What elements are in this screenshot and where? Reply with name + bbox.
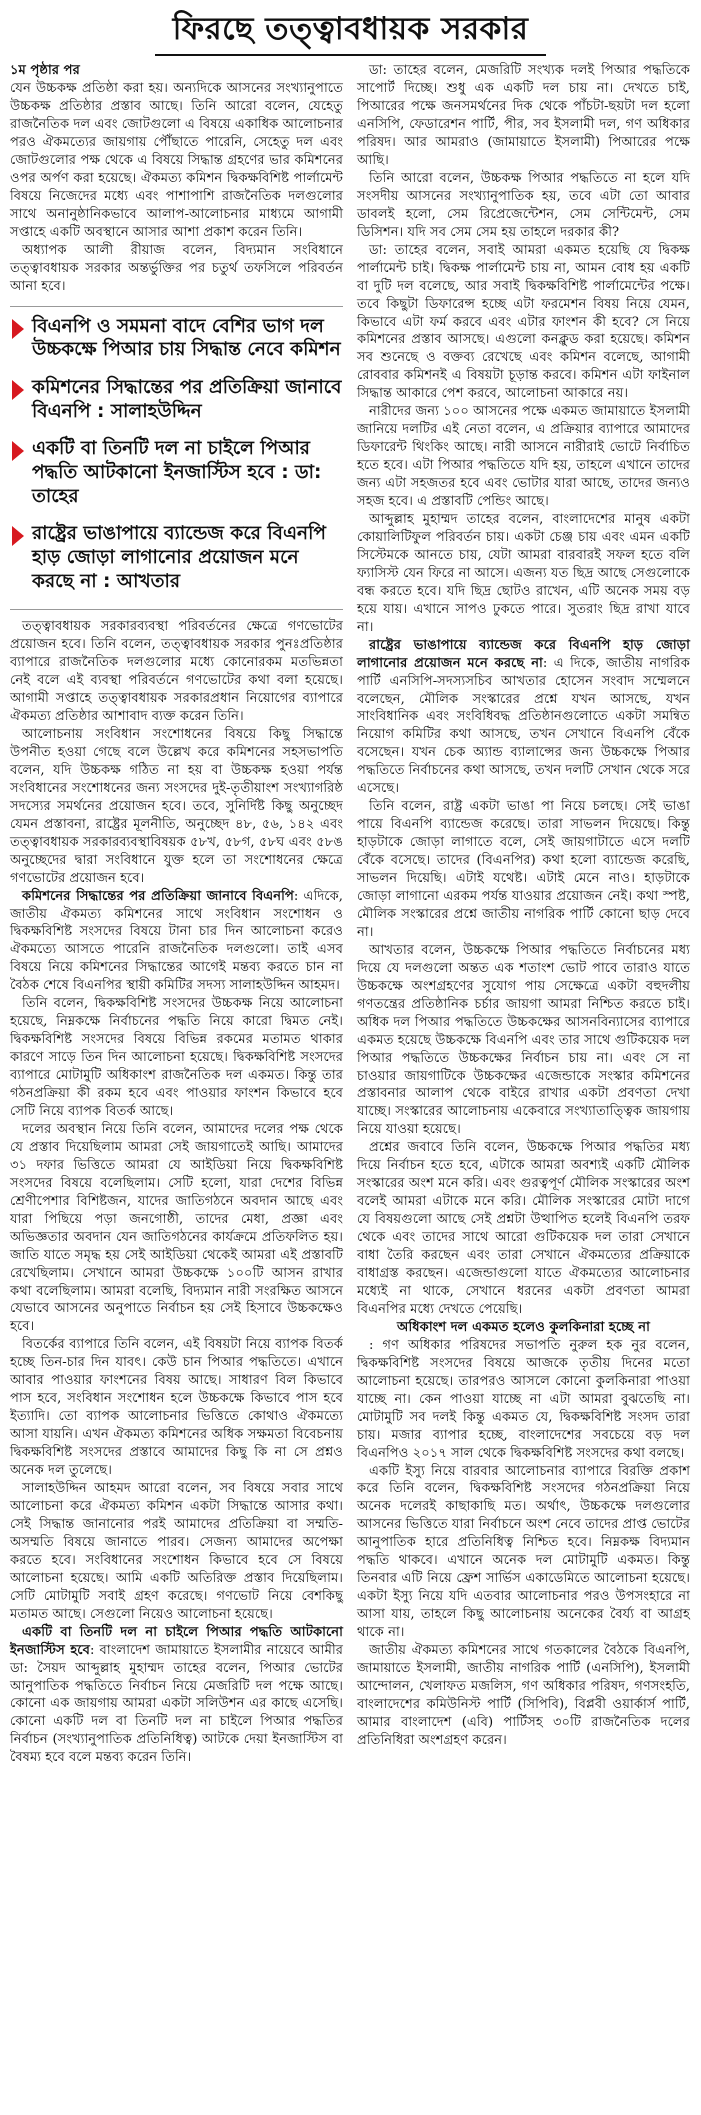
highlight-item <box>10 376 343 423</box>
body-paragraph: বিতর্কের ব্যাপারে তিনি বলেন, এই বিষয়টা নিয়ে ব্যাপক বিতর্ক হচ্ছে তিন-চার দিন যাবৎ। কেউ চান পিআর পদ্ধতিতে। এখানে আবার পাওয়ার ফাংশনের বিষয় আছে। সাধারণ বিল কিভাবে পাস হবে, সংবিধান সংশোধন হলে উচ্চকক্ষে কিভাবে পাস হবে ইত্যাদি। তো ব্যাপক আলোচনার ভিত্তিতে কোথাও ঐকমত্যে আসা যায়নি। এখন ঐকমত্য কমিশনের অধিক সক্ষমতা বিবেচনায় দ্বিকক্ষবিশিষ্ট সংসদের প্রস্তাবে আমাদের কিছু কি না সে প্রশ্নও অনেক দল তুলেছে। <box>10 1337 343 1479</box>
subhead: একটি বা তিনটি দল না চাইলে পিআর পদ্ধতি আটকানো ইনজাস্টিস হবে <box>10 1624 343 1658</box>
body-paragraph: নারীদের জন্য ১০০ আসনের পক্ষে একমত জামায়াতে ইসলামী জানিয়ে দলটির এই নেতা বলেন, এ প্রক্রিয়ার ব্যাপারে আমাদের ডিফারেন্ট থিংকিং আছে। নারী আসনে নারীরাই ভোটে নির্বাচিত হতে হবে। এটা পিআর পদ্ধতিতে যদি হয়, তাহলে এখানে তাদের জন্য এটা সহজতর হবে এবং ভোটার যারা আছে, তাদের জন্যও সহজ হবে। এ প্রস্তাবটি পেন্ডিং আছে। <box>357 404 690 510</box>
body-paragraph: : গণ অধিকার পরিষদের সভাপতি নুরুল হক নুর বলেন, দ্বিকক্ষবিশিষ্ট সংসদের বিষয়ে আজকে তৃতীয় দিনের মতো আলোচনা হয়েছে। তারপরও আসলে কোনো কুলকিনারা পাওয়া যাচ্ছে না। কেন পাওয়া যাচ্ছে না এটা আমরা বুঝতেছি না। মোটামুটি সব দলই কিন্তু একমত যে, দ্বিকক্ষবিশিষ্ট সংসদ তারা চায়। মজার ব্যাপার হচ্ছে, বাংলাদেশের সবচেয়ে বড় দল বিএনপিও ২০১৭ সাল থেকে দ্বিকক্ষবিশিষ্ট সংসদের কথা বলছে। <box>357 1337 690 1461</box>
body-paragraph: প্রশ্নের জবাবে তিনি বলেন, উচ্চকক্ষে পিআর পদ্ধতির মধ্য দিয়ে নির্বাচন হতে হবে, এটাকে আমরা অবশ্যই একটি মৌলিক সংস্কারের অংশ মনে করি। এবং গুরত্বপূর্ণ মৌলিক সংস্কারের অংশ বলেই আমরা এটাকে মনে করি। মৌলিক সংস্কারের মোটা দাগে যে বিষয়গুলো আছে সেই প্রশ্নটা উত্থাপিত হলেই বিএনপি তরফ থেকে এবং তাদের সাথে আরো গুটিকয়েক দল তারা সেখানে বাধা তৈরি করছেন এবং তারা সেখানে ঐকমত্যের প্রক্রিয়াকে বাধাগ্রস্ত করছেন। এজেন্ডাগুলো যাতে ঐকমত্যের আলোচনার মধ্যেই না থাকে, সেখানে ধরনের একটা প্রবণতা আমরা বিএনপির মধ্যে দেখতে পেয়েছি। <box>357 1140 690 1317</box>
highlights-box <box>10 306 343 611</box>
body-paragraph: আলোচনায় সংবিধান সংশোধনের বিষয়ে কিছু সিদ্ধান্তে উপনীত হওয়া গেছে বলে উল্লেখ করে কমিশনের সহসভাপতি বলেন, যদি উচ্চকক্ষ গঠিত না হয় বা উচ্চকক্ষ হওয়া পর্যন্ত সংবিধানের সংশোধনের জন্য সংসদের দুই-তৃতীয়াংশ সংখ্যাগরিষ্ঠ সদস্যের সমর্থনের প্রয়োজন হবে। তবে, সুনির্দিষ্ট কিছু অনুচ্ছেদ যেমন প্রস্তাবনা, রাষ্ট্রের মূলনীতি, অনুচ্ছেদ ৪৮, ৫৬, ১৪২ এবং তত্ত্বাবধায়ক সরকারব্যবস্থাবিষয়ক ৫৮খ, ৫৮গ, ৫৮ঘ এবং ৫৮ঙ অনুচ্ছেদের দ্বারা সংবিধানে যুক্ত হলে তা সংশোধনের ক্ষেত্রে গণভোটের প্রয়োজন হবে। <box>10 726 343 886</box>
highlight-text: রাষ্ট্রের ভাঙাপায়ে ব্যান্ডেজ করে বিএনপি হাড় জোড়া লাগানোর প্রয়োজন মনে করছে না : আখতার <box>32 523 326 592</box>
right-column <box>357 62 690 1767</box>
body-paragraph: ডা: তাহের বলেন, সবাই আমরা একমত হয়েছি যে দ্বিকক্ষ পার্লামেন্ট চাই। দ্বিকক্ষ পার্লামেন্ট চায় না, আমন বোধ হয় একটি বা দুটি দল বলেছে, আর সবাই দ্বিকক্ষবিশিষ্ট পার্লামেন্টের পক্ষে। তবে কিছুটা ডিফারেন্স হচ্ছে এটা ফরমেশন বিষয় নিয়ে যেমন, কিভাবে এটা ফর্ম করবে এবং এটার ফাংশন কী হবে? সে নিয়ে কমিশনের প্রস্তাব আসছে। এগুলো কনক্লুড করা হয়েছে। কমিশন সব শুনেছে ও বক্তব্য রেখেছে এবং কমিশন বলেছে, আগামী রোববার কমিশনই এ বিষয়টা চূড়ান্ত করবে। কমিশন এটা ফাইনাল সিদ্ধান্ত আকারে পেশ করবে, আলোচনা আকারে নয়। <box>357 242 690 402</box>
subhead-text: : এদিকে, জাতীয় ঐকমত্য কমিশনের সাথে সংবিধান সংশোধন ও দ্বিকক্ষবিশিষ্ট সংসদের বিষয়ে টানা চার দিন আলোচনা করেও ঐকমত্যে আসতে পারেনি রাজনৈতিক দলগুলো। তাই এসব বিষয়ে নিয়ে কমিশনের সিদ্ধান্তের আগেই মন্তব্য করতে চান না বৈঠক শেষে বিএনপির স্থায়ী কমিটির সদস্য সালাহউদ্দিন আহমদ। <box>10 888 344 994</box>
subhead-text: : এ দিকে, জাতীয় নাগরিক পার্টি এনসিপি-সদস্যসচিব আখতার হোসেন সংবাদ সম্মেলনে বলেছেন, মৌলিক সংস্কারের প্রশ্নে যখন আসছে, যখন সাংবিধানিক এবং সংবিধিবদ্ধ প্রতিষ্ঠানগুলোতে একটা সমন্বিত নিয়োগ কমিটির কথা আসছে, তখন সেখানে বিএনপি বেঁকে বসেছেন। যখন চেক অ্যান্ড ব্যালান্সের জন্য উচ্চকক্ষে পিআর পদ্ধতিতে নির্বাচনের কথা আসছে, তখন দলটি সেখান থেকে সরে এসেছে। <box>357 655 690 797</box>
body-paragraph: সালাহউদ্দিন আহমদ আরো বলেন, সব বিষয়ে সবার সাথে আলোচনা করে ঐকমত্য কমিশন একটা সিদ্ধান্তে আসার কথা। সেই সিদ্ধান্ত জানানোর পরই আমাদের প্রতিক্রিয়া বা সম্মতি-অসম্মতি বিষয়ে জানাতে পারব। সেজন্য আমাদের অপেক্ষা করতে হবে। সংবিধানের সংশোধন কিভাবে হবে সে বিষয়ে আলোচনা হয়েছে। আমি একটি অতিরিক্ত প্রস্তাব দিয়েছিলাম। সেটি মোটামুটি সবাই গ্রহণ করেছে। গণভোট নিয়ে বেশকিছু মতামত আছে। সেগুলো নিয়েও আলোচনা হয়েছে। <box>10 1481 343 1622</box>
subhead-paragraph <box>10 888 343 996</box>
body-paragraph: দলের অবস্থান নিয়ে তিনি বলেন, আমাদের দলের পক্ষ থেকে যে প্রস্তাব দিয়েছিলাম আমরা সেই জায়গাতেই আছি। আমাদের ৩১ দফার ভিত্তিতে আমরা যে আইডিয়া নিয়ে দ্বিকক্ষবিশিষ্ট সংসদের বিষয়ে বলেছিলাম। সেটি হলো, যারা দেশের বিভিন্ন শ্রেণীপেশার বিশিষ্টজন, যাদের জাতিগঠনে অবদান আছে এবং যারা পিছিয়ে পড়া জনগোষ্ঠী, তাদের মেধা, প্রজ্ঞা এবং অভিজ্ঞতার অবদান যেন জাতিগঠনের কার্যক্রমে প্রতিফলিত হয়। জাতি যাতে সমৃদ্ধ হয় সেই আইডিয়া থেকেই আমরা এই প্রস্তাবটি রেখেছিলাম। সেখানে আমরা উচ্চকক্ষে ১০০টি আসন রাখার কথা বলেছিলাম। আমরা বলেছি, বিদ্যমান নারী সংরক্ষিত আসনে যেভাবে আসনের অনুপাতে নির্বাচন হয় সেই হিসাবে উচ্চকক্ষেও হবে। <box>10 1121 343 1335</box>
body-paragraph: একটি ইস্যু নিয়ে বারবার আলোচনার ব্যাপারে বিরক্তি প্রকাশ করে তিনি বলেন, দ্বিকক্ষবিশিষ্ট সংসদের গঠনপ্রক্রিয়া নিয়ে অনেক দলেরই কাছাকাছি মত। অর্থাৎ, উচ্চকক্ষে দলগুলোর আসনের ভিত্তিতে যারা নির্বাচনে অংশ নেবে তাদের প্রাপ্ত ভোটের আনুপাতিক হারে প্রতিনিধিত্ব নিশ্চিত হবে। নিম্নকক্ষ বিদ্যমান পদ্ধতি থাকবে। এখানে অনেক দল মোটামুটি একমত। কিন্তু তিনবার এটি নিয়ে ফ্রেশ সার্ভিস একাডেমিতে আলোচনা হয়েছে। একটা ইস্যু নিয়ে যদি এতবার আলোচনার পরও উপসংহারে না আসা যায়, তাহলে কিছু আলোচনায় অনেকের বৈর্য্য বা আগ্রহ থাকে না। <box>357 1463 690 1641</box>
red-triangle-icon <box>12 441 24 461</box>
body-paragraph: তিনি বলেন, দ্বিকক্ষবিশিষ্ট সংসদের উচ্চকক্ষ নিয়ে আলোচনা হয়েছে, নিম্নকক্ষে নির্বাচনের পদ্ধতি নিয়ে কারো দ্বিমত নেই। দ্বিকক্ষবিশিষ্ট সংসদের বিষয়ে বিভিন্ন রকমের মতামত থাকার কারণে সাড়ে তিন দিন আলোচনা হয়েছে। দ্বিকক্ষবিশিষ্ট সংসদের ব্যাপারে মোটামুটি অধিকাংশ রাজনৈতিক দল একমত। কিন্তু তার গঠনপ্রক্রিয়া কী রকম হবে এবং পাওয়ার ফাংশন কিভাবে হবে সেটি নিয়ে ব্যাপক বিতর্ক আছে। <box>10 996 343 1119</box>
highlight-item <box>10 437 343 508</box>
highlight-text: বিএনপি ও সমমনা বাদে বেশির ভাগ দল উচ্চকক্ষে পিআর চায় সিদ্ধান্ত নেবে কমিশন <box>32 315 341 361</box>
subhead-text: : বাংলাদেশ জামায়াতে ইসলামীর নায়েবে আমীর ডা: সৈয়দ আব্দুল্লাহ মুহাম্মদ তাহের বলেন, পিআর ভোটের আনুপাতিক পদ্ধতিতে নির্বাচন নিয়ে মেজরিটি দল পক্ষে আছে। কোনো এক জায়গায় আমরা একটা সলিউশন এর কাছে এসেছি। কোনো একটি দল বা তিনটি দল না চাইলে পিআর পদ্ধতির নির্বাচন (সংখ্যানুপাতিক প্রতিনিধিত্ব) আটকে দেয়া ইনজাস্টিস বা বৈষম্য হবে বলে মন্তব্য করেন তিনি। <box>10 1642 344 1766</box>
subhead-paragraph <box>10 1624 343 1768</box>
body-paragraph: জাতীয় ঐকমত্য কমিশনের সাথে গতকালের বৈঠকে বিএনপি, জামায়াতে ইসলামী, জাতীয় নাগরিক পার্টি (এনসিপি), ইসলামী আন্দোলন, খেলাফত মজলিস, গণ অধিকার পরিষদ, গণসংহতি, বাংলাদেশের কমিউনিস্ট পার্টি (সিপিবি), বিপ্লবী ওয়ার্কার্স পার্টি, আমার বাংলাদেশ (এবি) পার্টিসহ ৩০টি রাজনৈতিক দলের প্রতিনিধিরা অংশগ্রহণ করেন। <box>357 1643 690 1748</box>
subhead-paragraph <box>357 637 690 799</box>
red-triangle-icon <box>12 526 24 546</box>
continuation-marker: ১ম পৃষ্ঠার পর <box>10 63 80 79</box>
headline: ফিরছে তত্ত্বাবধায়ক সরকার <box>155 6 547 56</box>
headline-wrap <box>10 6 691 56</box>
body-paragraph: তিনি বলেন, রাষ্ট্র একটা ভাঙা পা নিয়ে চলছে। সেই ভাঙা পায়ে বিএনপি ব্যান্ডেজ করেছে। তারা সাভলন দিয়েছে। কিন্তু হাড়টাকে জোড়া লাগাতে বলে, সেই জায়গাটাতে এসে দলটি বেঁকে বসেছে। তাদের (বিএনপির) কথা হলো ব্যান্ডেজ করেছি, সাভলন দিয়েছি। এটাই যথেষ্ট। এটাই মেনে নাও। হাড়টাকে জোড়া লাগানো এরকম পর্যন্ত যাওয়ার প্রয়োজন নেই। কথা স্পষ্ট, মৌলিক সংস্কারের প্রশ্নে জাতীয় নাগরিক পার্টি কোনো ছাড় দেবে না। <box>357 799 690 940</box>
red-triangle-icon <box>12 380 24 400</box>
intro-paragraph: যেন উচ্চকক্ষ প্রতিষ্ঠা করা হয়। অন্যদিকে আসনের সংখ্যানুপাতে উচ্চকক্ষ প্রতিষ্ঠার প্রস্তাব আছে। তিনি আরো বলেন, যেহেতু রাজনৈতিক দল এবং জোটগুলো এ বিষয়ে একাধিক আলোচনার পরও ঐকমত্যের জায়গায় পৌঁছাতে পারেনি, সেহেতু দল এবং জোটগুলোর পক্ষ থেকে এ বিষয়ে সিদ্ধান্ত গ্রহণের ভার কমিশনের ওপর অর্পণ করা হয়েছে। ঐকমত্য কমিশন দ্বিকক্ষবিশিষ্ট পার্লামেন্ট বিষয়ে নিজেদের মধ্যে এবং পাশাপাশি রাজনৈতিক দলগুলোর সাথে অনানুষ্ঠানিকভাবে আলাপ-আলোচনার মাধ্যমে আগামী সপ্তাহে একটি অবস্থানে আসার আশা প্রকাশ করেন তিনি। <box>10 81 343 240</box>
body-paragraph: ডা: তাহের বলেন, মেজরিটি সংখ্যক দলই পিআর পদ্ধতিকে সাপোর্ট দিচ্ছে। শুধু এক একটি দল চায় না। দেখতে চাই, পিআরের পক্ষে জনসমর্থনের দিক থেকে পাঁচটা-ছয়টা দল হলো এনসিপি, ফেডারেশন পার্টি, পীর, সব ইসলামী দল, গণ অধিকার পরিষদ। আর আমরাও (জামায়াতে ইসলামী) পিআরের পক্ষে আছি। <box>357 63 690 168</box>
highlight-text: একটি বা তিনটি দল না চাইলে পিআর পদ্ধতি আটকানো ইনজাস্টিস হবে : ডা: তাহের <box>32 438 322 507</box>
highlight-text: কমিশনের সিদ্ধান্তের পর প্রতিক্রিয়া জানাবে বিএনপি : সালাহউদ্দিন <box>32 376 342 422</box>
columns <box>10 62 691 1767</box>
subhead: কমিশনের সিদ্ধান্তের পর প্রতিক্রিয়া জানাবে বিএনপি <box>22 888 294 904</box>
highlight-item <box>10 522 343 593</box>
red-triangle-icon <box>12 319 24 339</box>
subhead: রাষ্ট্রের ভাঙাপায়ে ব্যান্ডেজ করে বিএনপি হাড় জোড়া লাগানোর প্রয়োজন মনে করছে না <box>357 637 690 671</box>
body-paragraph: আব্দুল্লাহ মুহাম্মদ তাহের বলেন, বাংলাদেশের মানুষ একটা কোয়ালিটিফুল পরিবর্তন চায়। একটা চেঞ্জ চায় এবং এমন একটি সিস্টেমকে আনতে চায়, যেটা আমরা বারবারই সফল হতে বলি ফ্যাসিস্ট যেন ফিরে না আসে। এজন্য যত ছিদ্র আছে সেগুলোকে বন্ধ করতে হবে। যদি ছিদ্র ছোটও রাখেন, এটি অনেক সময় বড় হয়ে যায়। এখানে সাপও ঢুকতে পারে। সুতরাং ছিদ্র রাখা যাবে না। <box>357 511 690 635</box>
highlight-item <box>10 315 343 362</box>
body-paragraph: তত্ত্বাবধায়ক সরকারব্যবস্থা পরিবর্তনের ক্ষেত্রে গণভোটের প্রয়োজন হবে। তিনি বলেন, তত্ত্বাবধায়ক সরকার পুনঃপ্রতিষ্ঠার ব্যাপারে রাজনৈতিক দলগুলোর মধ্যে কোনোরকম মতভিন্নতা নেই বলে এই ব্যবস্থা পরিবর্তনে গণভোটের কথা বলা হয়েছে। আগামী সপ্তাহে তত্ত্বাবধায়ক সরকারপ্রধান নিয়োগের ব্যাপারে ঐকমত্য প্রতিষ্ঠার আশাবাদ ব্যক্ত করেন তিনি। <box>10 619 343 725</box>
left-column <box>10 62 343 1767</box>
intro-paragraph: অধ্যাপক আলী রীয়াজ বলেন, বিদ্যমান সংবিধানে তত্ত্বাবধায়ক সরকার অন্তর্ভুক্তির পর চতুর্থ তফসিলে পরিবর্তন আনা হবে। <box>10 242 343 294</box>
body-paragraph: আখতার বলেন, উচ্চকক্ষে পিআর পদ্ধতিতে নির্বাচনের মধ্য দিয়ে যে দলগুলো অন্তত এক শতাংশ ভোট পাবে তারাও যাতে উচ্চকক্ষে অংশগ্রহণের সুযোগ পায় সেক্ষেত্রে একটা বহুদলীয় গণতন্ত্রের প্রতিষ্ঠানিক চর্চার জায়গা আমরা নিশ্চিত করতে চাই। অধিক দল পিআর পদ্ধতিতে উচ্চকক্ষের আসনবিন্যাসের ব্যাপারে একমত হয়েছে উচ্চকক্ষে বিএনপি এবং তার সাথে গুটিকয়েক দল পিআর পদ্ধতিতে উচ্চকক্ষের নির্বাচন চায় না। এবং সে না চাওয়ার জায়গাটিকে উচ্চকক্ষের এজেন্ডাকে সংস্কার কমিশনের প্রস্তাবনার আলাপ থেকে বাইরে রাখার একটা প্রবণতা দেখা যাচ্ছে। সংস্কারের আলোচনায় একেবারে সংখ্যাতাত্ত্বিক জায়গায় নিয়ে যাওয়া হয়েছে। <box>357 942 690 1138</box>
body-paragraph: তিনি আরো বলেন, উচ্চকক্ষ পিআর পদ্ধতিতে না হলে যদি সংসদীয় আসনের সংখ্যানুপাতিক হয়, তবে এটা তো আবার ডাবলই হলো, সেম রিপ্রেজেন্টেশন, সেম সেন্টিমেন্ট, সেম ডিসিশন। যদি সব সেম সেম হয় তাহলে দরকার কী? <box>357 170 690 240</box>
center-subhead: অধিকাংশ দল একমত হলেও কুলকিনারা হচ্ছে না <box>397 1319 650 1335</box>
